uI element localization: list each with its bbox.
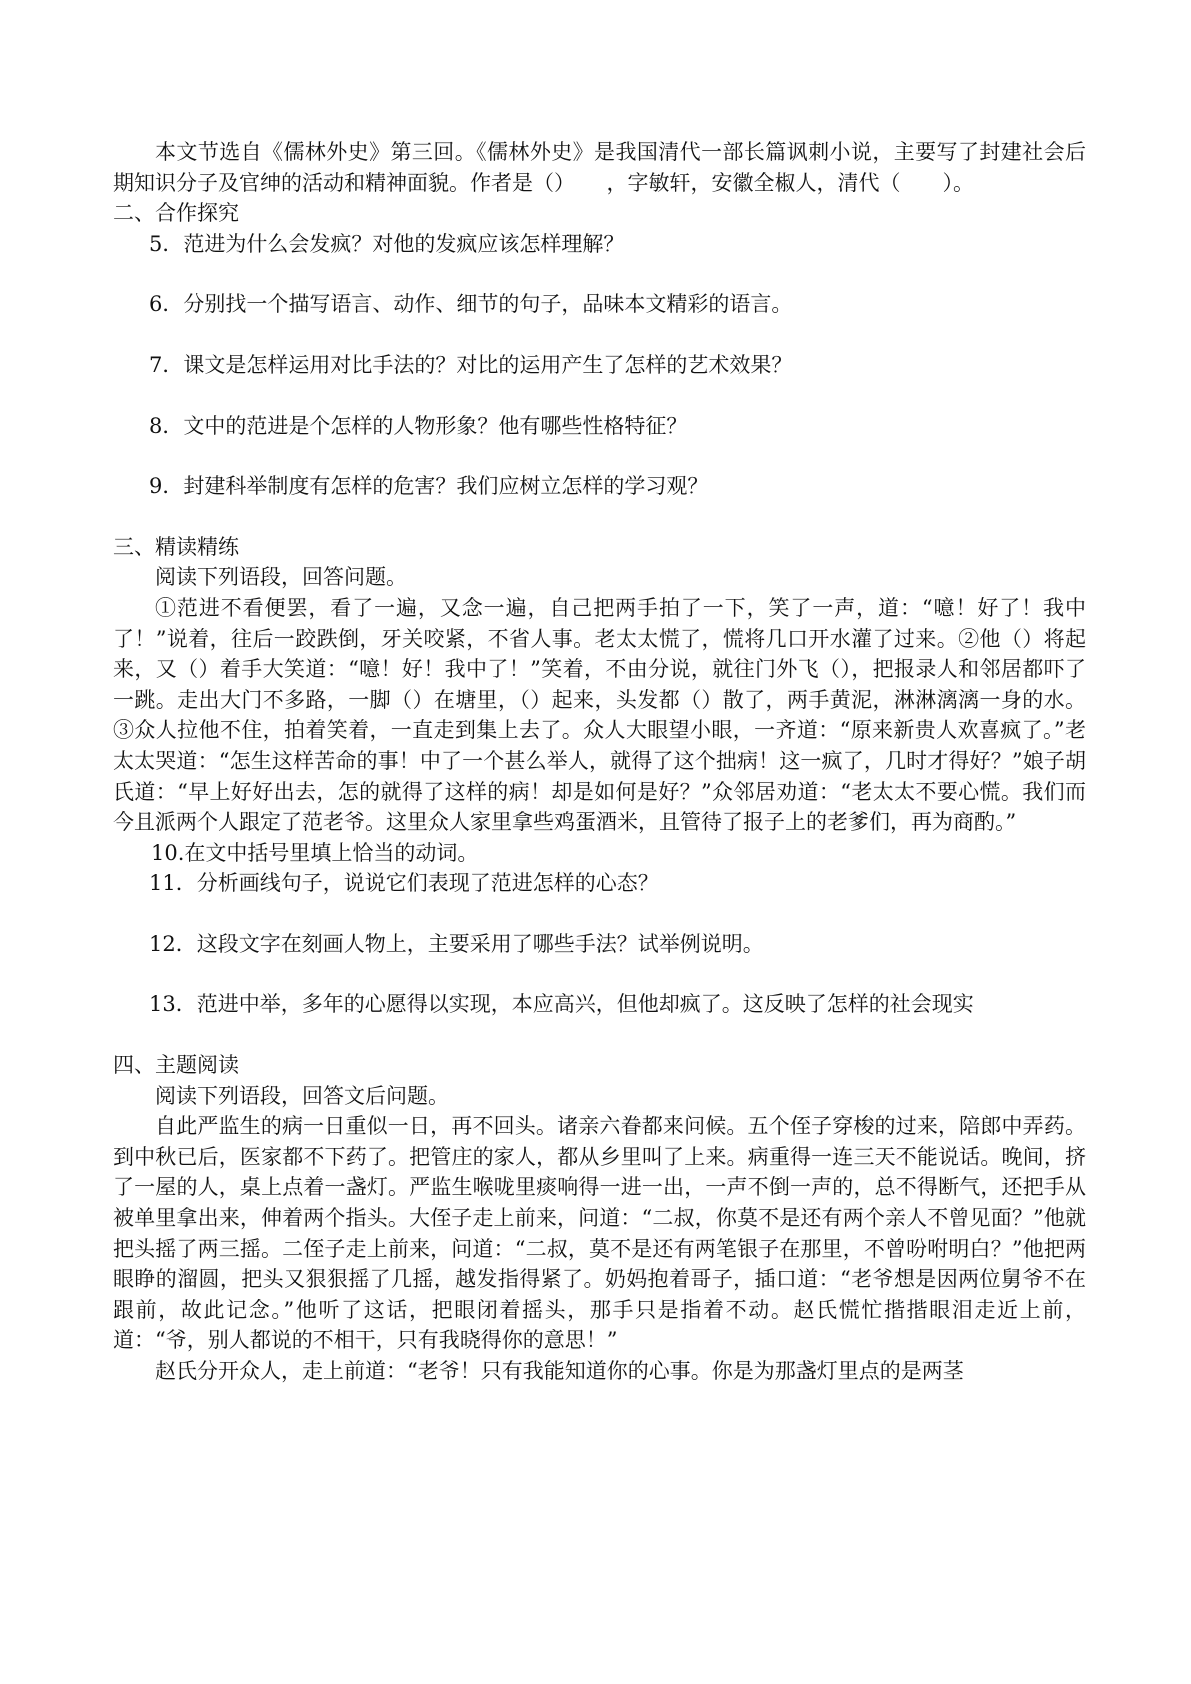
section4-passage-1: 自此严监生的病一日重似一日，再不回头。诸亲六眷都来问候。五个侄子穿梭的过来，陪郎中弄药。到中秋已后，医家都不下药了。把管庄的家人，都从乡里叫了上来。病重得一连三天不能说话。晚间，挤了一屋的人，桌上点着一盏灯。严监生喉咙里痰响得一进一出，一声不倒一声的，总不得断气，还把手从被单里拿出来，伸着两个指头。大侄子走上前来，问道：“二叔，你莫不是还有两个亲人不曾见面？”他就把头摇了两三摇。二侄子走上前来，问道：“二叔，莫不是还有两笔银子在那里，不曾吩咐明白？”他把两眼睁的溜圆，把头又狠狠摇了几摇，越发指得紧了。奶妈抱着哥子，插口道：“老爷想是因两位舅爷不在跟前，故此记念。”他听了这话，把眼闭着摇头，那手只是指着不动。赵氏慌忙揩揩眼泪走近上前，道：“爷，别人都说的不相干，只有我晓得你的意思！” <box>113 1114 1086 1353</box>
section4-instruction: 阅读下列语段，回答文后问题。 <box>155 1083 449 1108</box>
question-13: 13．范进中举，多年的心愿得以实现，本应高兴，但他却疯了。这反映了怎样的社会现实 <box>149 992 974 1017</box>
question-6: 6．分别找一个描写语言、动作、细节的句子，品味本文精彩的语言。 <box>149 292 793 317</box>
section-heading-4: 四、主题阅读 <box>113 1053 239 1078</box>
section3-instruction: 阅读下列语段，回答问题。 <box>155 565 407 590</box>
section4-passage-2: 赵氏分开众人，走上前道：“老爷！只有我能知道你的心事。你是为那盏灯里点的是两茎 <box>155 1359 964 1383</box>
section-heading-2: 二、合作探究 <box>113 201 239 226</box>
section3-passage: ①范进不看便罢，看了一遍，又念一遍，自己把两手拍了一下，笑了一声，道：“噫！好了！我中了！”说着，往后一跤跌倒，牙关咬紧，不省人事。老太太慌了，慌将几口开水灌了过来。②他（）将起来，又（）着手大笑道：“噫！好！我中了！”笑着，不由分说，就往门外飞（），把报录人和邻居都吓了一跳。走出大门不多路，一脚（）在塘里，（）起来，头发都（）散了，两手黄泥，淋淋漓漓一身的水。③众人拉他不住，拍着笑着，一直走到集上去了。众人大眼望小眼，一齐道：“原来新贵人欢喜疯了。”老太太哭道：“怎生这样苦命的事！中了一个甚么举人，就得了这个拙病！这一疯了，几时才得好？”娘子胡氏道：“早上好好出去，怎的就得了这样的病！却是如何是好？”众邻居劝道：“老太太不要心慌。我们而今且派两个人跟定了范老爷。这里众人家里拿些鸡蛋酒米，且管待了报子上的老爹们，再为商酌。” <box>113 595 1086 835</box>
question-8: 8．文中的范进是个怎样的人物形象？他有哪些性格特征？ <box>149 413 688 438</box>
question-7: 7．课文是怎样运用对比手法的？对比的运用产生了怎样的艺术效果？ <box>149 352 793 377</box>
question-9: 9．封建科举制度有怎样的危害？我们应树立怎样的学习观？ <box>149 474 709 499</box>
question-12: 12．这段文字在刻画人物上，主要采用了哪些手法？试举例说明。 <box>149 931 764 956</box>
question-11: 11．分析画线句子，说说它们表现了范进怎样的心态？ <box>149 871 659 896</box>
intro-paragraph: 本文节选自《儒林外史》第三回。《儒林外史》是我国清代一部长篇讽刺小说，主要写了封建社会后期知识分子及官绅的活动和精神面貌。作者是（） ，字敏轩，安徽全椒人，清代（ ）。 <box>113 140 1086 195</box>
question-5: 5．范进为什么会发疯？对他的发疯应该怎样理解？ <box>149 231 625 256</box>
section-heading-3: 三、精读精练 <box>113 534 239 559</box>
question-10: 10.在文中括号里填上恰当的动词。 <box>151 840 479 865</box>
